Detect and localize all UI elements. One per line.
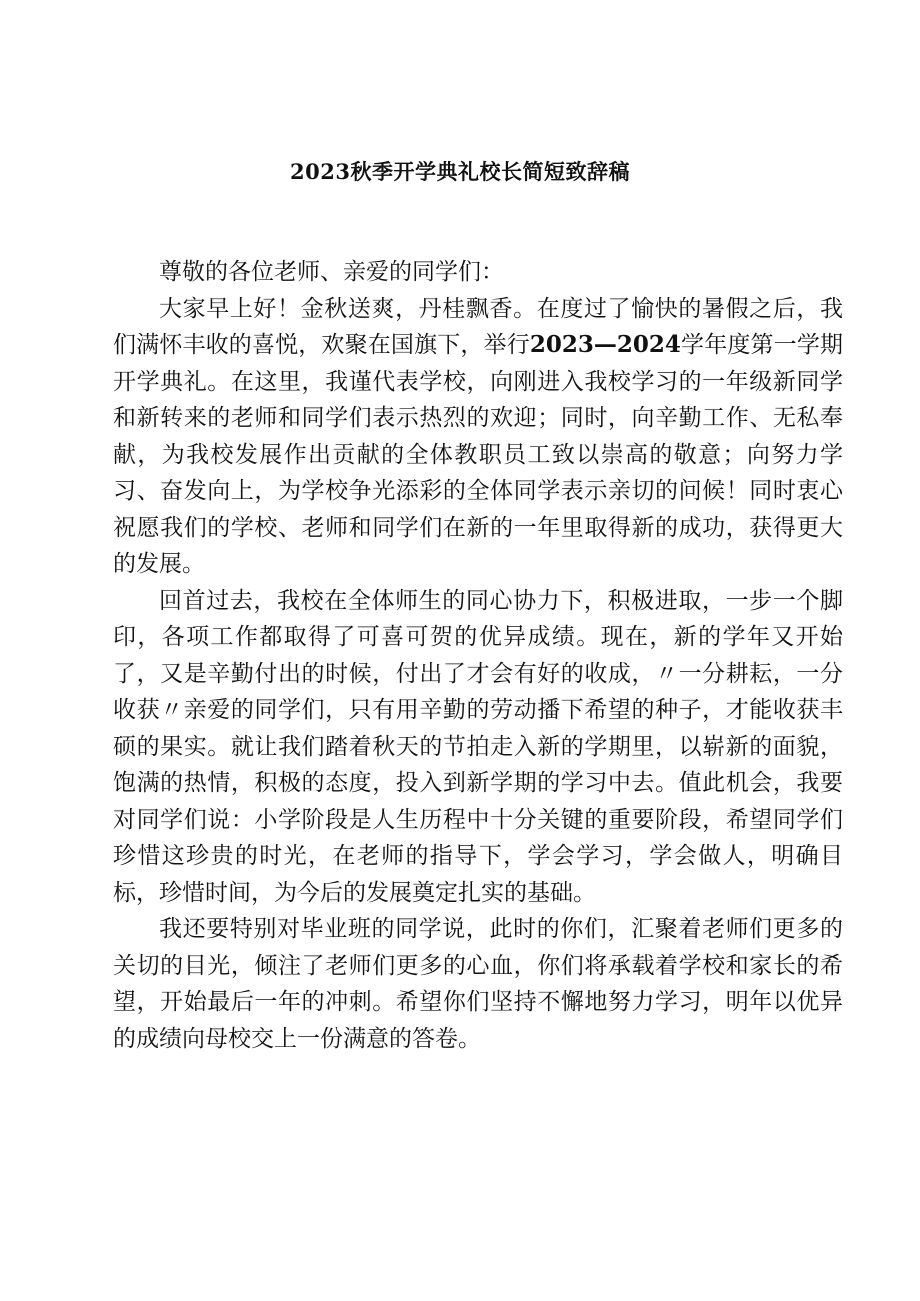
paragraph-1 [113,291,843,583]
paragraph-1-text-start: 大家早上好！金秋送爽，丹桂飘香。在度过了愉快的暑假之后，我们满怀丰收的喜悦，欢聚在国旗下，举行 [113,295,843,358]
document-body [113,254,843,1057]
academic-year-bold: 2023—2024 [529,331,681,358]
document-title: 2023秋季开学典礼校长简短致辞稿 [290,159,630,184]
paragraph-2: 回首过去，我校在全体师生的同心协力下，积极进取，一步一个脚印，各项工作都取得了可喜可贺的优异成绩。现在，新的学年又开始了，又是辛勤付出的时候，付出了才会有好的收成，〃一分耕耘，一分收获〃亲爱的同学们，只有用辛勤的劳动播下希望的种子，才能收获丰硕的果实。就让我们踏着秋天的节拍走入新的学期里，以崭新的面貌，饱满的热情，积极的态度，投入到新学期的学习中去。值此机会，我要对同学们说：小学阶段是人生历程中十分关键的重要阶段，希望同学们珍惜这珍贵的时光，在老师的指导下，学会学习，学会做人，明确目标，珍惜时间，为今后的发展奠定扎实的基础。 [113,587,843,906]
paragraph-3: 我还要特别对毕业班的同学说，此时的你们，汇聚着老师们更多的关切的目光，倾注了老师们更多的心血，你们将承载着学校和家长的希望，开始最后一年的冲刺。希望你们坚持不懈地努力学习，明年以优异的成绩向母校交上一份满意的答卷。 [113,916,843,1052]
salutation: 尊敬的各位老师、亲爱的同学们： [159,259,504,285]
paragraph-1-text-end: 学年度第一学期开学典礼。在这里，我谨代表学校，向刚进入我校学习的一年级新同学和新转来的老师和同学们表示热烈的欢迎；同时，向辛勤工作、无私奉献，为我校发展作出贡献的全体教职员工致以崇高的敬意；向努力学习、奋发向上，为学校争光添彩的全体同学表示亲切的问候！同时衷心祝愿我们的学校、老师和同学们在新的一年里取得新的成功，获得更大的发展。 [113,332,844,577]
